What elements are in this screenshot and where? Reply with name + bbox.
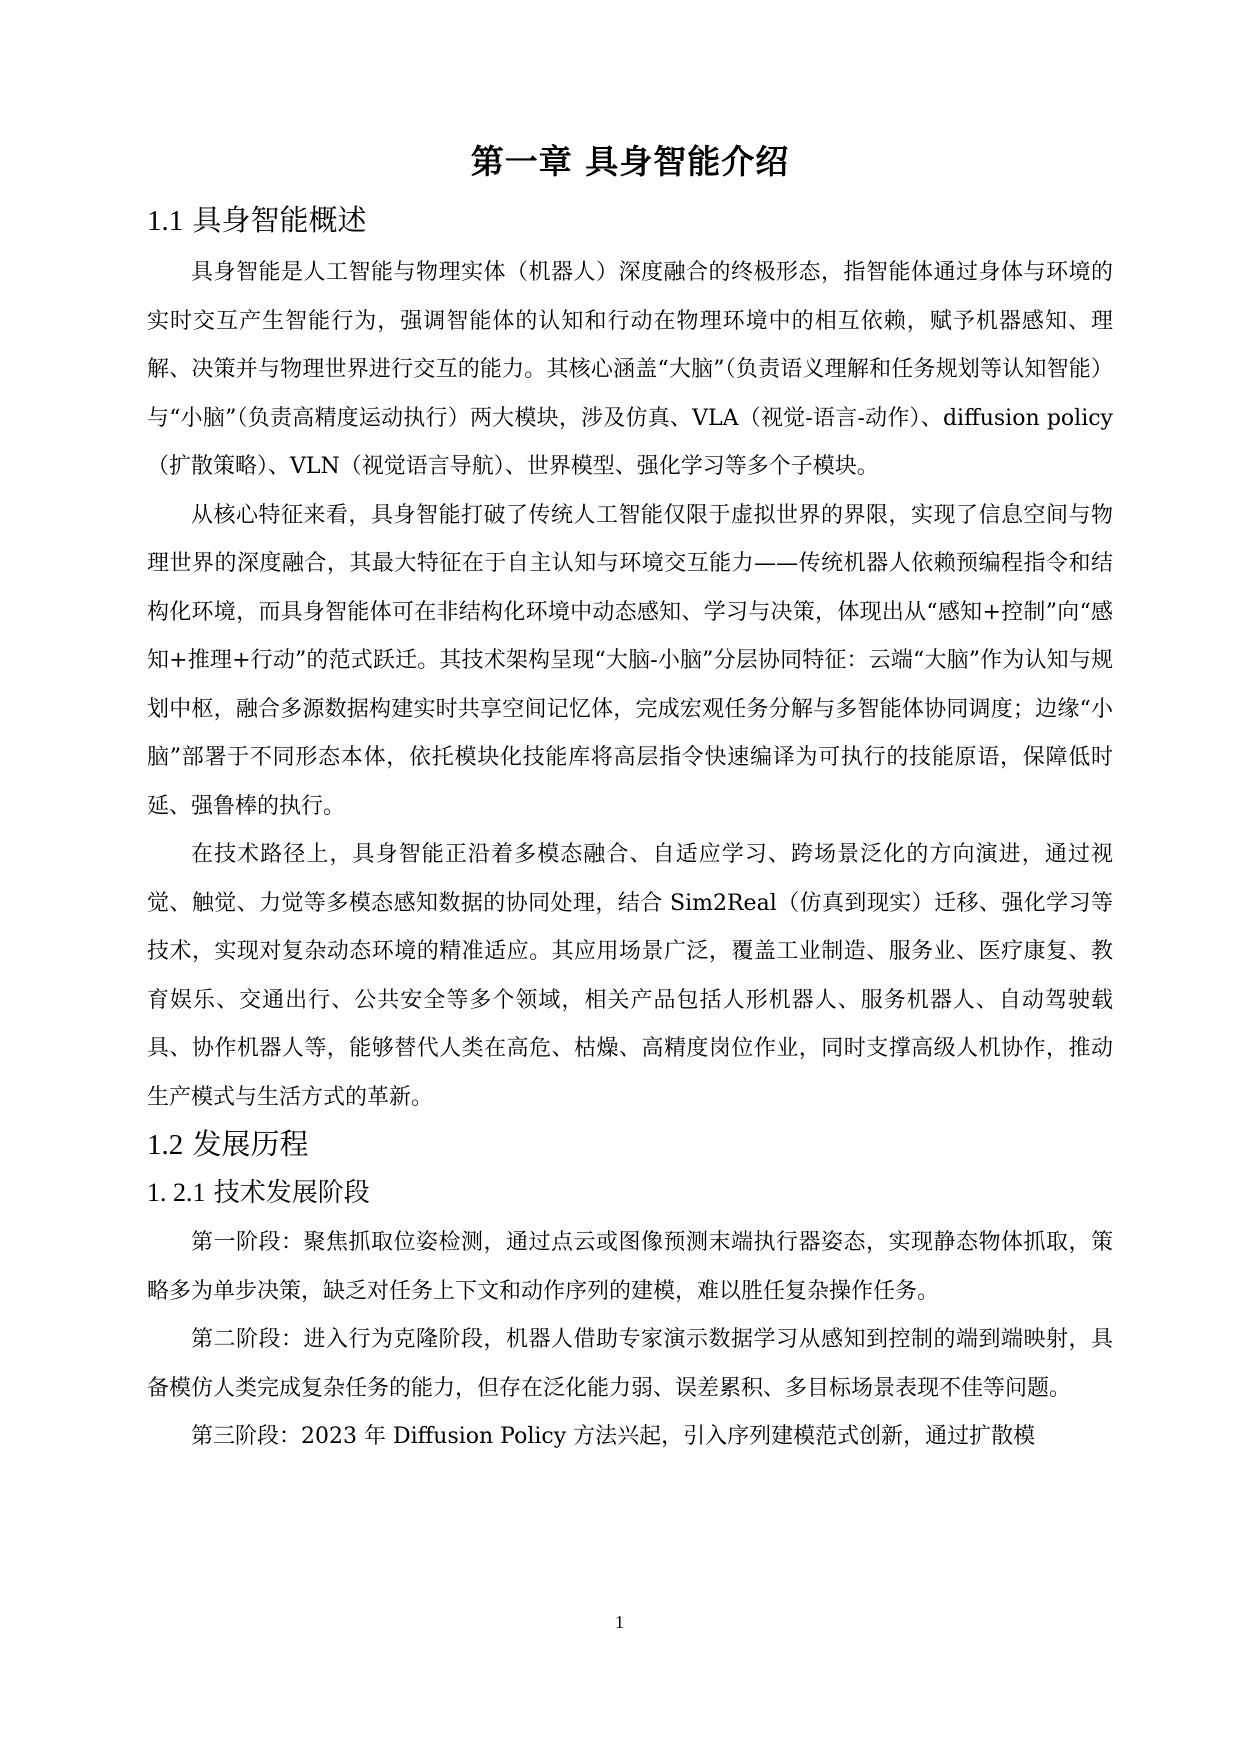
section-title: 发展历程 xyxy=(192,1127,309,1161)
paragraph: 第一阶段：聚焦抓取位姿检测，通过点云或图像预测末端执行器姿态，实现静态物体抓取，策略多为单步决策，缺乏对任务上下文和动作序列的建模，难以胜任复杂操作任务。 xyxy=(147,1230,1113,1304)
paragraph: 具身智能是人工智能与物理实体（机器人）深度融合的终极形态，指智能体通过身体与环境的实时交互产生智能行为，强调智能体的认知和行动在物理环境中的相互依赖，赋予机器感知、理解、决策并与物理世界进行交互的能力。其核心涵盖“大脑”（负责语义理解和任务规划等认知智能）与“小脑”（负责高精度运动执行）两大模块，涉及仿真、VLA（视觉-语言-动作）、diffusion policy（扩散策略）、VLN（视觉语言导航）、世界模型、强化学习等多个子模块。 xyxy=(147,260,1113,479)
page-number: 1 xyxy=(615,1612,624,1632)
page-content xyxy=(147,140,1113,1462)
paragraph: 从核心特征来看，具身智能打破了传统人工智能仅限于虚拟世界的界限，实现了信息空间与物理世界的深度融合，其最大特征在于自主认知与环境交互能力——传统机器人依赖预编程指令和结构化环境，而具身智能体可在非结构化环境中动态感知、学习与决策，体现出从“感知+控制”向“感知+推理+行动”的范式跃迁。其技术架构呈现“大脑-小脑”分层协同特征：云端“大脑”作为认知与规划中枢，融合多源数据构建实时共享空间记忆体，完成宏观任务分解与多智能体协同调度；边缘“小脑”部署于不同形态本体，依托模块化技能库将高层指令快速编译为可执行的技能原语，保障低时延、强鲁棒的执行。 xyxy=(147,502,1113,819)
chapter-title: 第一章 具身智能介绍 xyxy=(470,142,790,181)
section-number: 1.2 xyxy=(147,1129,184,1161)
paragraph: 第三阶段：2023 年 Diffusion Policy 方法兴起，引入序列建模范式创新，通过扩散模 xyxy=(191,1424,1036,1449)
section-heading-1-1 xyxy=(147,198,1113,243)
subsection-heading-1-2-1 xyxy=(147,1173,1113,1213)
subsection-title: 技术发展阶段 xyxy=(213,1178,370,1208)
section-heading-1-2 xyxy=(147,1122,1113,1167)
section-number: 1.1 xyxy=(147,205,184,237)
paragraph: 第二阶段：进入行为克隆阶段，机器人借助专家演示数据学习从感知到控制的端到端映射，具备模仿人类完成复杂任务的能力，但存在泛化能力弱、误差累积、多目标场景表现不佳等问题。 xyxy=(147,1327,1113,1401)
subsection-number: 1. 2.1 xyxy=(147,1178,206,1207)
paragraph: 在技术路径上，具身智能正沿着多模态融合、自适应学习、跨场景泛化的方向演进，通过视觉、触觉、力觉等多模态感知数据的协同处理，结合 Sim2Real（仿真到现实）迁移、强化学习等技术，实现对复杂动态环境的精准适应。其应用场景广泛，覆盖工业制造、服务业、医疗康复、教育娱乐、交通出行、公共安全等多个领域，相关产品包括人形机器人、服务机器人、自动驾驶载具、协作机器人等，能够替代人类在高危、枯燥、高精度岗位作业，同时支撑高级人机协作，推动生产模式与生活方式的革新。 xyxy=(147,842,1113,1110)
section-title: 具身智能概述 xyxy=(192,203,367,237)
